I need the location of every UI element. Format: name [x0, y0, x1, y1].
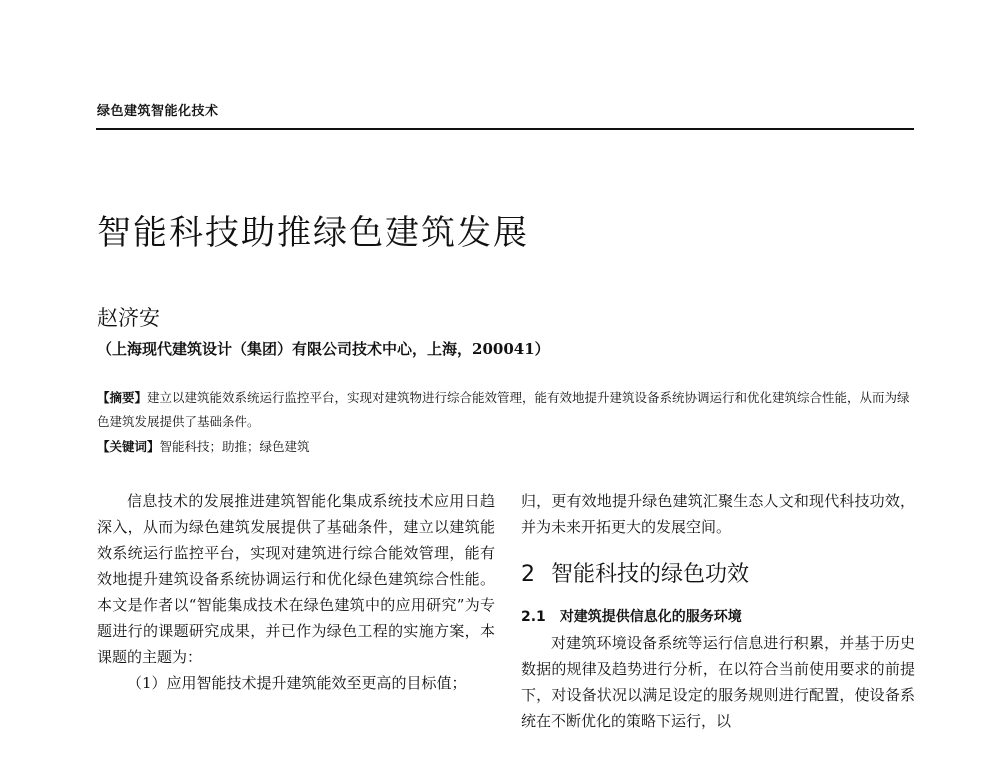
abstract-text: 建立以建筑能效系统运行监控平台，实现对建筑物进行综合能效管理，能有效地提升建筑设备系统协调运行和优化建筑综合性能，从而为绿色建筑发展提供了基础条件。	[97, 390, 910, 429]
abstract-label: 【摘要】	[97, 390, 148, 405]
author-name: 赵济安	[97, 306, 160, 330]
subsection-number: 2.1	[521, 609, 546, 625]
body-paragraph: 对建筑环境设备系统等运行信息进行积累，并基于历史数据的规律及趋势进行分析，在以符合当前使用要求的前提下，对设备状况以满足设定的服务规则进行配置，使设备系统在不断优化的策略下运行，以	[521, 634, 915, 730]
left-column	[97, 488, 495, 696]
right-column	[521, 488, 915, 734]
section-heading	[521, 560, 915, 590]
subsection-heading	[521, 604, 915, 630]
header-rule	[96, 128, 914, 130]
section-number: 2	[521, 562, 535, 587]
subsection-title: 对建筑提供信息化的服务环境	[559, 609, 742, 625]
continuation-paragraph: 归，更有效地提升绿色建筑汇聚生态人文和现代科技功效，并为未来开拓更大的发展空间。	[521, 492, 915, 536]
keywords-label: 【关键词】	[97, 439, 160, 454]
abstract	[97, 386, 915, 434]
running-head: 绿色建筑智能化技术	[97, 104, 219, 119]
keywords-text: 智能科技；助推；绿色建筑	[159, 439, 310, 454]
section-title: 智能科技的绿色功效	[551, 562, 750, 587]
list-item-1: （1）应用智能技术提升建筑能效至更高的目标值；	[127, 674, 467, 692]
intro-paragraph: 信息技术的发展推进建筑智能化集成系统技术应用日趋深入，从而为绿色建筑发展提供了基础条件，建立以建筑能效系统运行监控平台，实现对建筑进行综合能效管理，能有效地提升建筑设备系统协调运行和优化绿色建筑综合性能。本文是作者以“智能集成技术在绿色建筑中的应用研究”为专题进行的课题研究成果，并已作为绿色工程的实施方案，本课题的主题为：	[97, 492, 495, 666]
author-affiliation: （上海现代建筑设计（集团）有限公司技术中心，上海，200041）	[97, 340, 550, 358]
keywords	[97, 437, 310, 455]
paper-title: 智能科技助推绿色建筑发展	[97, 213, 529, 253]
